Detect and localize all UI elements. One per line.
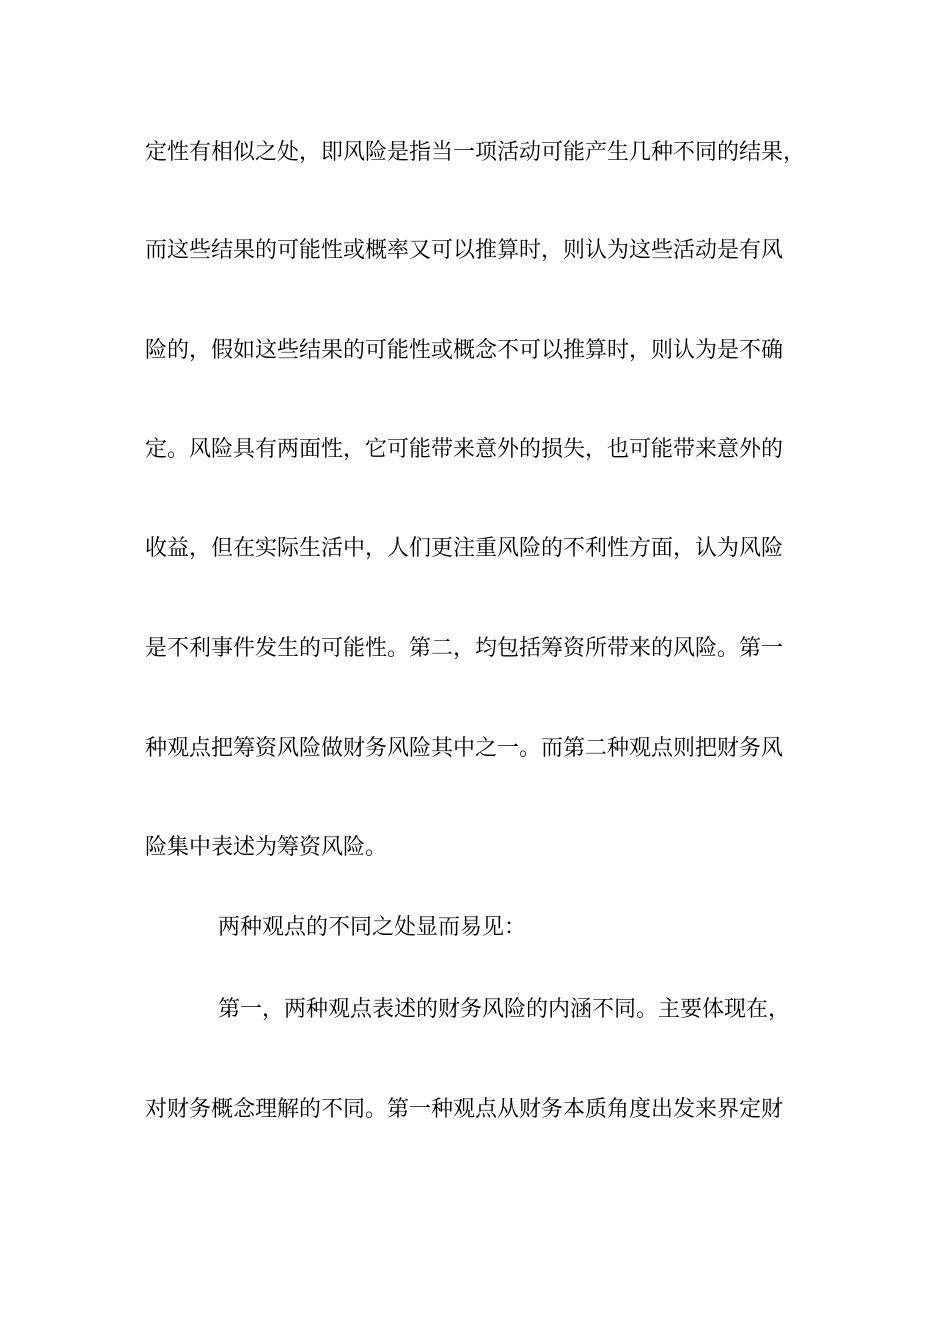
text-line: 险的，假如这些结果的可能性或概念不可以推算时，则认为是不确	[145, 338, 784, 363]
text-line: 是不利事件发生的可能性。第二，均包括筹资所带来的风险。第一	[145, 636, 784, 661]
text-line: 而这些结果的可能性或概率又可以推算时，则认为这些活动是有风	[145, 238, 784, 263]
text-line: 对财务概念理解的不同。第一种观点从财务本质角度出发来界定财	[145, 1097, 784, 1122]
text-line: 定。风险具有两面性，它可能带来意外的损失，也可能带来意外的	[145, 437, 784, 462]
paragraph-line: 两种观点的不同之处显而易见：	[218, 915, 527, 940]
text-line: 种观点把筹资风险做财务风险其中之一。而第二种观点则把财务风	[145, 736, 784, 761]
paragraph-line: 第一，两种观点表述的财务风险的内涵不同。主要体现在，	[218, 997, 791, 1022]
text-line: 定性有相似之处，即风险是指当一项活动可能产生几种不同的结果，	[145, 140, 806, 165]
text-line: 收益，但在实际生活中，人们更注重风险的不利性方面，认为风险	[145, 536, 784, 561]
text-line: 险集中表述为筹资风险。	[145, 835, 388, 860]
